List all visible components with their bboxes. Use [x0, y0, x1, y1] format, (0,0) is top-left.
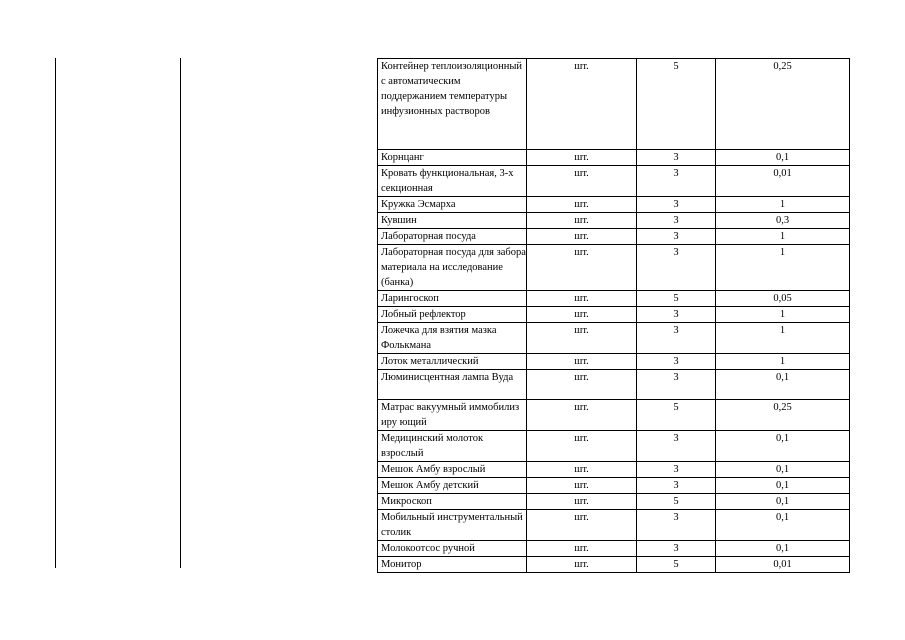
quantity-cell: 3	[637, 541, 716, 557]
coefficient-cell: 0,1	[716, 431, 850, 462]
quantity-cell: 3	[637, 213, 716, 229]
coefficient-cell: 0,1	[716, 370, 850, 400]
unit-cell: шт.	[527, 150, 637, 166]
table-row	[378, 354, 850, 370]
coefficient-cell: 0,1	[716, 510, 850, 541]
unit-cell: шт.	[527, 59, 637, 150]
table-row	[378, 323, 850, 354]
coefficient-cell: 1	[716, 354, 850, 370]
coefficient-cell: 1	[716, 307, 850, 323]
unit-cell: шт.	[527, 197, 637, 213]
item-name-cell: Люминисцентная лампа Вуда	[378, 370, 527, 400]
equipment-table-body	[378, 59, 850, 573]
table-row	[378, 541, 850, 557]
quantity-cell: 3	[637, 245, 716, 291]
table-row	[378, 291, 850, 307]
table-row	[378, 150, 850, 166]
item-name-cell: Кувшин	[378, 213, 527, 229]
unit-cell: шт.	[527, 307, 637, 323]
table-row	[378, 478, 850, 494]
item-name-cell: Кружка Эсмарха	[378, 197, 527, 213]
unit-cell: шт.	[527, 541, 637, 557]
quantity-cell: 5	[637, 291, 716, 307]
item-name-cell: Микроскоп	[378, 494, 527, 510]
quantity-cell: 3	[637, 370, 716, 400]
coefficient-cell: 1	[716, 323, 850, 354]
table-row	[378, 431, 850, 462]
coefficient-cell: 0,1	[716, 494, 850, 510]
quantity-cell: 3	[637, 166, 716, 197]
table-row	[378, 213, 850, 229]
equipment-table	[377, 58, 850, 573]
item-name-cell: Монитор	[378, 557, 527, 573]
item-name-cell: Мешок Амбу взрослый	[378, 462, 527, 478]
quantity-cell: 3	[637, 510, 716, 541]
unit-cell: шт.	[527, 400, 637, 431]
quantity-cell: 3	[637, 478, 716, 494]
table-row	[378, 166, 850, 197]
coefficient-cell: 0,01	[716, 557, 850, 573]
unit-cell: шт.	[527, 431, 637, 462]
unit-cell: шт.	[527, 229, 637, 245]
coefficient-cell: 0,1	[716, 150, 850, 166]
table-row	[378, 494, 850, 510]
coefficient-cell: 1	[716, 245, 850, 291]
item-name-cell: Лабораторная посуда для забора материала на исследование (банка)	[378, 245, 527, 291]
quantity-cell: 3	[637, 229, 716, 245]
coefficient-cell: 0,1	[716, 478, 850, 494]
coefficient-cell: 1	[716, 197, 850, 213]
item-name-cell: Ларингоскоп	[378, 291, 527, 307]
unit-cell: шт.	[527, 557, 637, 573]
quantity-cell: 5	[637, 494, 716, 510]
left-column-border	[55, 58, 56, 568]
item-name-cell: Ложечка для взятия мазка Фолькмана	[378, 323, 527, 354]
coefficient-cell: 1	[716, 229, 850, 245]
item-name-cell: Мешок Амбу детский	[378, 478, 527, 494]
quantity-cell: 3	[637, 307, 716, 323]
coefficient-cell: 0,01	[716, 166, 850, 197]
item-name-cell: Контейнер теплоизоляционный с автоматическим поддержанием температуры инфузионных растворов	[378, 59, 527, 150]
table-row	[378, 245, 850, 291]
quantity-cell: 3	[637, 150, 716, 166]
coefficient-cell: 0,1	[716, 541, 850, 557]
item-name-cell: Кровать функциональная, 3-х секционная	[378, 166, 527, 197]
unit-cell: шт.	[527, 166, 637, 197]
quantity-cell: 3	[637, 354, 716, 370]
quantity-cell: 3	[637, 431, 716, 462]
unit-cell: шт.	[527, 494, 637, 510]
table-row	[378, 557, 850, 573]
quantity-cell: 5	[637, 400, 716, 431]
item-name-cell: Молокоотсос ручной	[378, 541, 527, 557]
item-name-cell: Лобный рефлектор	[378, 307, 527, 323]
table-row	[378, 370, 850, 400]
coefficient-cell: 0,1	[716, 462, 850, 478]
quantity-cell: 5	[637, 557, 716, 573]
table-row	[378, 462, 850, 478]
table-row	[378, 307, 850, 323]
item-name-cell: Мобильный инструментальный столик	[378, 510, 527, 541]
item-name-cell: Матрас вакуумный иммобилиз иру ющий	[378, 400, 527, 431]
unit-cell: шт.	[527, 213, 637, 229]
item-name-cell: Лабораторная посуда	[378, 229, 527, 245]
item-name-cell: Лоток металлический	[378, 354, 527, 370]
coefficient-cell: 0,25	[716, 400, 850, 431]
item-name-cell: Корнцанг	[378, 150, 527, 166]
coefficient-cell: 0,3	[716, 213, 850, 229]
quantity-cell: 3	[637, 462, 716, 478]
quantity-cell: 3	[637, 197, 716, 213]
table-row	[378, 197, 850, 213]
unit-cell: шт.	[527, 245, 637, 291]
coefficient-cell: 0,05	[716, 291, 850, 307]
unit-cell: шт.	[527, 323, 637, 354]
unit-cell: шт.	[527, 510, 637, 541]
unit-cell: шт.	[527, 354, 637, 370]
table-row	[378, 229, 850, 245]
table-row	[378, 510, 850, 541]
coefficient-cell: 0,25	[716, 59, 850, 150]
middle-column-border	[180, 58, 181, 568]
unit-cell: шт.	[527, 462, 637, 478]
unit-cell: шт.	[527, 478, 637, 494]
table-row	[378, 59, 850, 150]
item-name-cell: Медицинский молоток взрослый	[378, 431, 527, 462]
quantity-cell: 3	[637, 323, 716, 354]
unit-cell: шт.	[527, 370, 637, 400]
table-row	[378, 400, 850, 431]
unit-cell: шт.	[527, 291, 637, 307]
quantity-cell: 5	[637, 59, 716, 150]
